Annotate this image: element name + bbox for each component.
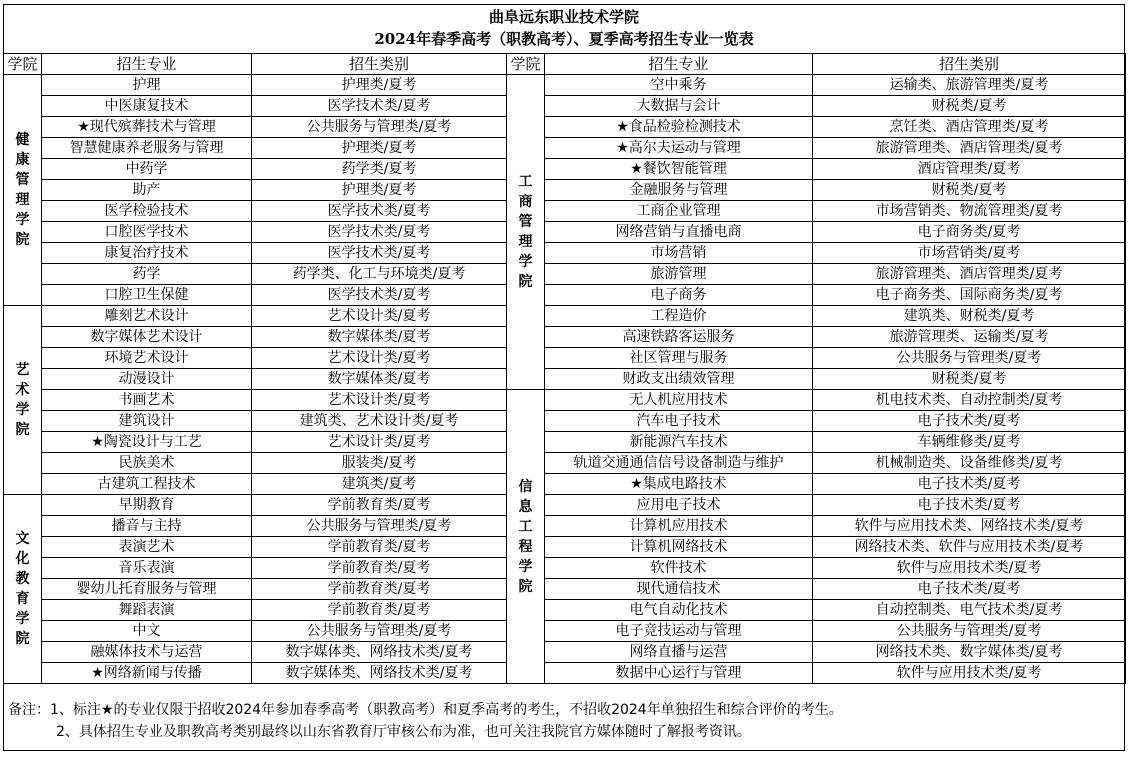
college-cell xyxy=(507,75,545,390)
college-column-header: 学院 xyxy=(507,54,545,75)
major-cell: 中文 xyxy=(42,621,252,642)
table-row xyxy=(507,432,1126,453)
category-cell: 酒店管理类/夏考 xyxy=(813,159,1126,180)
table-row xyxy=(507,180,1126,201)
major-cell: 电子竞技运动与管理 xyxy=(545,621,813,642)
table-row xyxy=(507,411,1126,432)
table-row xyxy=(4,180,507,201)
table-row xyxy=(507,306,1126,327)
major-cell: 口腔卫生保健 xyxy=(42,285,252,306)
table-row xyxy=(507,75,1126,96)
table-row xyxy=(507,621,1126,642)
major-cell: 电子商务 xyxy=(545,285,813,306)
major-cell: 电气自动化技术 xyxy=(545,600,813,621)
major-cell: 音乐表演 xyxy=(42,558,252,579)
table-row xyxy=(4,537,507,558)
table-row xyxy=(507,474,1126,495)
header-row xyxy=(4,54,507,75)
note-line-2: 2、具体招生专业及职教高考类别最终以山东省教育厅审核公布为准，也可关注我院官方媒体随时了解报考资讯。 xyxy=(56,724,751,740)
college-name: 艺术学院 xyxy=(15,362,30,438)
category-cell: 数字媒体类/夏考 xyxy=(252,327,507,348)
table-row xyxy=(4,432,507,453)
category-cell: 公共服务与管理类/夏考 xyxy=(252,117,507,138)
major-cell: 融媒体技术与运营 xyxy=(42,642,252,663)
major-cell: 数字媒体艺术设计 xyxy=(42,327,252,348)
table-row xyxy=(507,663,1126,684)
table-row xyxy=(4,495,507,516)
category-cell: 护理类/夏考 xyxy=(252,180,507,201)
major-cell: 旅游管理 xyxy=(545,264,813,285)
category-cell: 旅游管理类、酒店管理类/夏考 xyxy=(813,138,1126,159)
category-cell: 市场营销类/夏考 xyxy=(813,243,1126,264)
category-cell: 机电技术类、自动控制类/夏考 xyxy=(813,390,1126,411)
category-cell: 艺术设计类/夏考 xyxy=(252,390,507,411)
major-cell: 助产 xyxy=(42,180,252,201)
category-cell: 数字媒体类/夏考 xyxy=(252,369,507,390)
major-cell: 舞蹈表演 xyxy=(42,600,252,621)
category-cell: 电子技术类/夏考 xyxy=(813,495,1126,516)
category-cell: 软件与应用技术类/夏考 xyxy=(813,558,1126,579)
table-row xyxy=(507,369,1126,390)
table-row xyxy=(507,348,1126,369)
major-cell: 播音与主持 xyxy=(42,516,252,537)
table-row xyxy=(4,285,507,306)
category-cell: 学前教育类/夏考 xyxy=(252,495,507,516)
major-table-right xyxy=(506,53,1126,684)
category-column-header: 招生类别 xyxy=(813,54,1126,75)
table-row xyxy=(4,621,507,642)
college-column-header: 学院 xyxy=(4,54,42,75)
table-row xyxy=(4,390,507,411)
category-cell: 公共服务与管理类/夏考 xyxy=(813,348,1126,369)
major-cell: 雕刻艺术设计 xyxy=(42,306,252,327)
table-row xyxy=(4,558,507,579)
major-cell: 市场营销 xyxy=(545,243,813,264)
table-row xyxy=(507,243,1126,264)
major-column-header: 招生专业 xyxy=(42,54,252,75)
category-cell: 医学技术类/夏考 xyxy=(252,222,507,243)
category-cell: 旅游管理类、酒店管理类/夏考 xyxy=(813,264,1126,285)
table-row xyxy=(507,642,1126,663)
note-line-1: 备注：1、标注★的专业仅限于招收2024年参加春季高考（职教高考）和夏季高考的考生，不招收2024年单独招生和综合评价的考生。 xyxy=(8,702,843,718)
category-cell: 艺术设计类/夏考 xyxy=(252,432,507,453)
table-row xyxy=(507,285,1126,306)
major-cell: 中药学 xyxy=(42,159,252,180)
table-row xyxy=(507,537,1126,558)
major-cell: 现代通信技术 xyxy=(545,579,813,600)
category-cell: 机械制造类、设备维修类/夏考 xyxy=(813,453,1126,474)
category-cell: 建筑类/夏考 xyxy=(252,474,507,495)
major-cell: 社区管理与服务 xyxy=(545,348,813,369)
category-cell: 自动控制类、电气技术类/夏考 xyxy=(813,600,1126,621)
category-cell: 运输类、旅游管理类/夏考 xyxy=(813,75,1126,96)
category-cell: 数字媒体类、网络技术类/夏考 xyxy=(252,663,507,684)
table-row xyxy=(507,201,1126,222)
major-cell: 新能源汽车技术 xyxy=(545,432,813,453)
table-row xyxy=(4,243,507,264)
major-cell: ★集成电路技术 xyxy=(545,474,813,495)
school-title: 曲阜远东职业技术学院 xyxy=(488,8,639,26)
table-row xyxy=(4,201,507,222)
category-cell: 学前教育类/夏考 xyxy=(252,579,507,600)
major-cell: ★餐饮智能管理 xyxy=(545,159,813,180)
category-cell: 电子商务类/夏考 xyxy=(813,222,1126,243)
major-cell: 财政支出绩效管理 xyxy=(545,369,813,390)
category-cell: 数字媒体类、网络技术类/夏考 xyxy=(252,642,507,663)
category-cell: 电子商务类、国际商务类/夏考 xyxy=(813,285,1126,306)
major-cell: 康复治疗技术 xyxy=(42,243,252,264)
major-cell: 网络直播与运营 xyxy=(545,642,813,663)
college-name: 文化教育学院 xyxy=(15,531,30,647)
table-row xyxy=(4,117,507,138)
category-cell: 旅游管理类、运输类/夏考 xyxy=(813,327,1126,348)
major-cell: 动漫设计 xyxy=(42,369,252,390)
table-row xyxy=(507,516,1126,537)
major-cell: 护理 xyxy=(42,75,252,96)
major-cell: 药学 xyxy=(42,264,252,285)
table-row xyxy=(4,516,507,537)
table-row xyxy=(507,600,1126,621)
major-cell: 无人机应用技术 xyxy=(545,390,813,411)
college-cell xyxy=(507,390,545,684)
college-cell xyxy=(4,75,42,306)
table-row xyxy=(4,222,507,243)
category-cell: 医学技术类/夏考 xyxy=(252,243,507,264)
major-cell: 环境艺术设计 xyxy=(42,348,252,369)
major-cell: 金融服务与管理 xyxy=(545,180,813,201)
category-cell: 车辆维修类/夏考 xyxy=(813,432,1126,453)
major-cell: 软件技术 xyxy=(545,558,813,579)
table-row xyxy=(4,579,507,600)
category-cell: 财税类/夏考 xyxy=(813,96,1126,117)
notes xyxy=(8,699,843,743)
category-cell: 电子技术类/夏考 xyxy=(813,411,1126,432)
category-cell: 建筑类、艺术设计类/夏考 xyxy=(252,411,507,432)
category-cell: 医学技术类/夏考 xyxy=(252,201,507,222)
major-cell: 高速铁路客运服务 xyxy=(545,327,813,348)
table-row xyxy=(4,327,507,348)
major-cell: ★高尔夫运动与管理 xyxy=(545,138,813,159)
major-cell: 空中乘务 xyxy=(545,75,813,96)
category-cell: 财税类/夏考 xyxy=(813,369,1126,390)
major-cell: 民族美术 xyxy=(42,453,252,474)
major-cell: 书画艺术 xyxy=(42,390,252,411)
category-cell: 软件与应用技术类、网络技术类/夏考 xyxy=(813,516,1126,537)
category-cell: 软件与应用技术类/夏考 xyxy=(813,663,1126,684)
major-cell: 大数据与会计 xyxy=(545,96,813,117)
category-cell: 财税类/夏考 xyxy=(813,180,1126,201)
category-cell: 网络技术类、数字媒体类/夏考 xyxy=(813,642,1126,663)
major-cell: 医学检验技术 xyxy=(42,201,252,222)
college-name: 健康管理学院 xyxy=(15,132,30,248)
table-row xyxy=(4,453,507,474)
major-cell: 数据中心运行与管理 xyxy=(545,663,813,684)
table-row xyxy=(4,264,507,285)
table-row xyxy=(507,327,1126,348)
major-cell: 工程造价 xyxy=(545,306,813,327)
major-cell: ★现代殡葬技术与管理 xyxy=(42,117,252,138)
college-name: 工商管理学院 xyxy=(518,174,533,290)
category-cell: 护理类/夏考 xyxy=(252,75,507,96)
table-subtitle: 2024年春季高考（职教高考）、夏季高考招生专业一览表 xyxy=(374,30,754,48)
table-row xyxy=(507,117,1126,138)
category-cell: 护理类/夏考 xyxy=(252,138,507,159)
table-row xyxy=(4,663,507,684)
table-row xyxy=(4,642,507,663)
table-row xyxy=(4,159,507,180)
major-column-header: 招生专业 xyxy=(545,54,813,75)
category-cell: 药学类、化工与环境类/夏考 xyxy=(252,264,507,285)
major-table-left xyxy=(3,53,507,684)
table-row xyxy=(507,222,1126,243)
category-cell: 网络技术类、软件与应用技术类/夏考 xyxy=(813,537,1126,558)
category-cell: 电子技术类/夏考 xyxy=(813,474,1126,495)
category-cell: 烹饪类、酒店管理类/夏考 xyxy=(813,117,1126,138)
major-cell: 早期教育 xyxy=(42,495,252,516)
major-cell: 汽车电子技术 xyxy=(545,411,813,432)
table-row xyxy=(4,600,507,621)
category-cell: 电子技术类/夏考 xyxy=(813,579,1126,600)
table-row xyxy=(4,411,507,432)
category-cell: 药学类/夏考 xyxy=(252,159,507,180)
header-row xyxy=(507,54,1126,75)
category-cell: 公共服务与管理类/夏考 xyxy=(252,516,507,537)
category-cell: 市场营销类、物流管理类/夏考 xyxy=(813,201,1126,222)
table-row xyxy=(4,96,507,117)
college-cell xyxy=(4,306,42,495)
table-row xyxy=(507,453,1126,474)
category-cell: 学前教育类/夏考 xyxy=(252,537,507,558)
major-cell: 古建筑工程技术 xyxy=(42,474,252,495)
table-row xyxy=(4,369,507,390)
table-row xyxy=(507,159,1126,180)
category-column-header: 招生类别 xyxy=(252,54,507,75)
category-cell: 学前教育类/夏考 xyxy=(252,600,507,621)
category-cell: 艺术设计类/夏考 xyxy=(252,306,507,327)
category-cell: 学前教育类/夏考 xyxy=(252,558,507,579)
category-cell: 公共服务与管理类/夏考 xyxy=(813,621,1126,642)
major-cell: 计算机应用技术 xyxy=(545,516,813,537)
major-cell: 表演艺术 xyxy=(42,537,252,558)
major-cell: ★网络新闻与传播 xyxy=(42,663,252,684)
category-cell: 医学技术类/夏考 xyxy=(252,96,507,117)
table-row xyxy=(4,348,507,369)
table-row xyxy=(507,495,1126,516)
major-cell: 轨道交通通信信号设备制造与维护 xyxy=(545,453,813,474)
major-cell: 应用电子技术 xyxy=(545,495,813,516)
major-cell: 口腔医学技术 xyxy=(42,222,252,243)
major-cell: 计算机网络技术 xyxy=(545,537,813,558)
major-cell: 工商企业管理 xyxy=(545,201,813,222)
major-cell: 中医康复技术 xyxy=(42,96,252,117)
major-cell: 网络营销与直播电商 xyxy=(545,222,813,243)
table-row xyxy=(507,138,1126,159)
college-cell xyxy=(4,495,42,684)
category-cell: 建筑类、财税类/夏考 xyxy=(813,306,1126,327)
table-row xyxy=(4,306,507,327)
table-row xyxy=(4,138,507,159)
college-name: 信息工程学院 xyxy=(518,478,533,595)
major-cell: ★陶瓷设计与工艺 xyxy=(42,432,252,453)
category-cell: 医学技术类/夏考 xyxy=(252,285,507,306)
table-row xyxy=(507,96,1126,117)
table-row xyxy=(507,558,1126,579)
major-cell: 智慧健康养老服务与管理 xyxy=(42,138,252,159)
major-cell: 婴幼儿托育服务与管理 xyxy=(42,579,252,600)
table-row xyxy=(507,579,1126,600)
table-row xyxy=(507,264,1126,285)
table-row xyxy=(507,390,1126,411)
category-cell: 服装类/夏考 xyxy=(252,453,507,474)
table-row xyxy=(4,75,507,96)
table-row xyxy=(4,474,507,495)
category-cell: 艺术设计类/夏考 xyxy=(252,348,507,369)
category-cell: 公共服务与管理类/夏考 xyxy=(252,621,507,642)
major-cell: 建筑设计 xyxy=(42,411,252,432)
major-cell: ★食品检验检测技术 xyxy=(545,117,813,138)
